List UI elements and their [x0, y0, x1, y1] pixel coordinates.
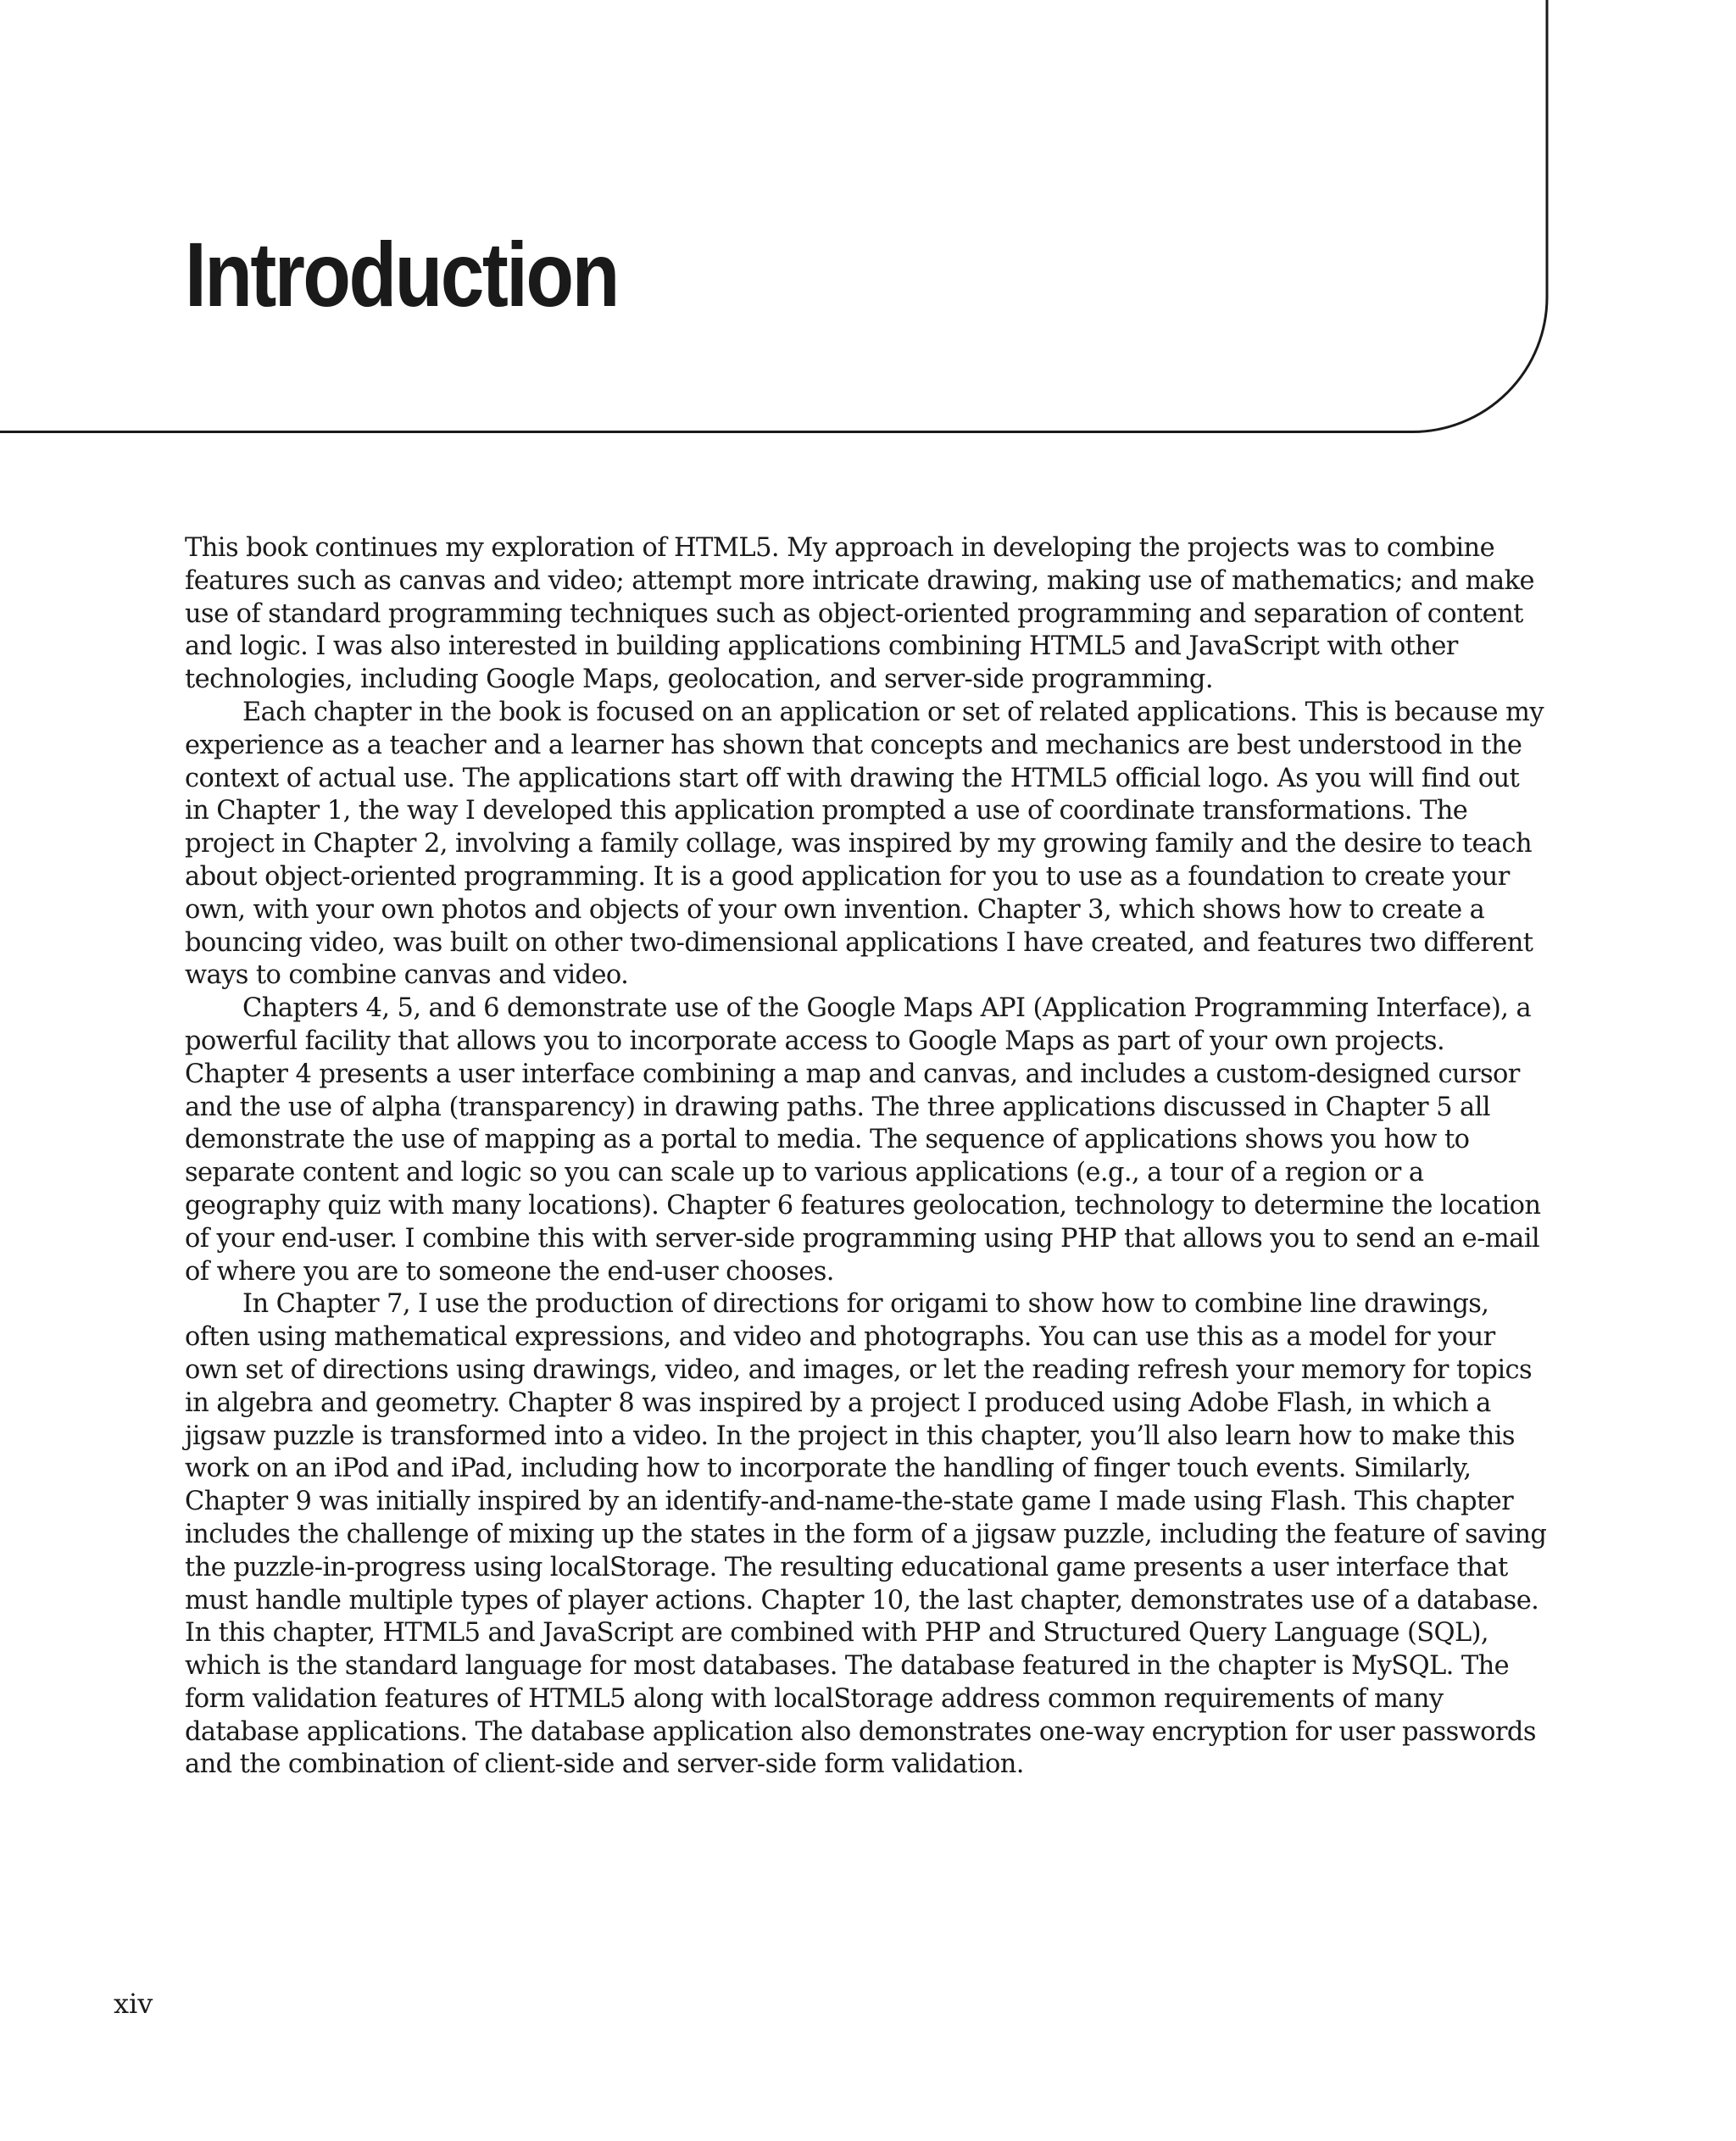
paragraph: In Chapter 7, I use the production of directions for origami to show how to combine line drawings, often using mathematical expressions, and video and photographs. You can use this as a model for your own set of directions using drawings, video, and images, or let the reading refresh your memory for topics in algebra and geometry. Chapter 8 was inspired by a project I produced using Adobe Flash, in which a jigsaw puzzle is transformed into a video. In the project in this chapter, you’ll also learn how to make this work on an iPod and iPad, including how to incorporate the handling of finger touch events. Similarly, Chapter 9 was initially inspired by an identify-and-name-the-state game I made using Flash. This chapter includes the challenge of mixing up the states in the form of a jigsaw puzzle, including the feature of saving the puzzle-in-progress using localStorage. The resulting educational game presents a user interface that must handle multiple types of player actions. Chapter 10, the last chapter, demonstrates use of a database. In this chapter, HTML5 and JavaScript are combined with PHP and Structured Query Language (SQL), which is the standard language for most databases. The database featured in the chapter is MySQL. The form validation features of HTML5 along with localStorage address common requirements of many database applications. The database application also demonstrates one-way encryption for user passwords and the combination of client-side and server-side form validation. [185, 1289, 1547, 1780]
paragraph: Each chapter in the book is focused on an application or set of related applications. This is because my experience as a teacher and a learner has shown that concepts and mechanics are best understood in the context of actual use. The applications start off with drawing the HTML5 official logo. As you will find out in Chapter 1, the way I developed this application prompted a use of coordinate transformations. The project in Chapter 2, involving a family collage, was inspired by my growing family and the desire to teach about object-oriented programming. It is a good application for you to use as a foundation to create your own, with your own photos and objects of your own invention. Chapter 3, which shows how to create a bouncing video, was built on other two-dimensional applications I have created, and features two different ways to combine canvas and video. [185, 697, 1544, 991]
body-text [185, 532, 1548, 1782]
paragraph: Chapters 4, 5, and 6 demonstrate use of the Google Maps API (Application Programming Interface), a powerful facility that allows you to incorporate access to Google Maps as part of your own projects. Chapter 4 presents a user interface combining a map and canvas, and includes a custom-designed cursor and the use of alpha (transparency) in drawing paths. The three applications discussed in Chapter 5 all demonstrate the use of mapping as a portal to media. The sequence of applications shows you how to separate content and logic so you can scale up to various applications (e.g., a tour of a region or a geography quiz with many locations). Chapter 6 features geolocation, technology to determine the location of your end-user. I combine this with server-side programming using PHP that allows you to send an e-mail of where you are to someone the end-user chooses. [185, 993, 1541, 1287]
chapter-title: Introduction [185, 223, 618, 325]
page-number: xiv [114, 1988, 153, 2020]
paragraph: This book continues my exploration of HTML5. My approach in developing the projects was to combine features such as canvas and video; attempt more intricate drawing, making use of mathematics; and make use of standard programming techniques such as object-oriented programming and separation of content and logic. I was also interested in building applications combining HTML5 and JavaScript with other technologies, including Google Maps, geolocation, and server-side programming. [185, 533, 1534, 695]
chapter-heading-frame [0, 0, 1736, 441]
